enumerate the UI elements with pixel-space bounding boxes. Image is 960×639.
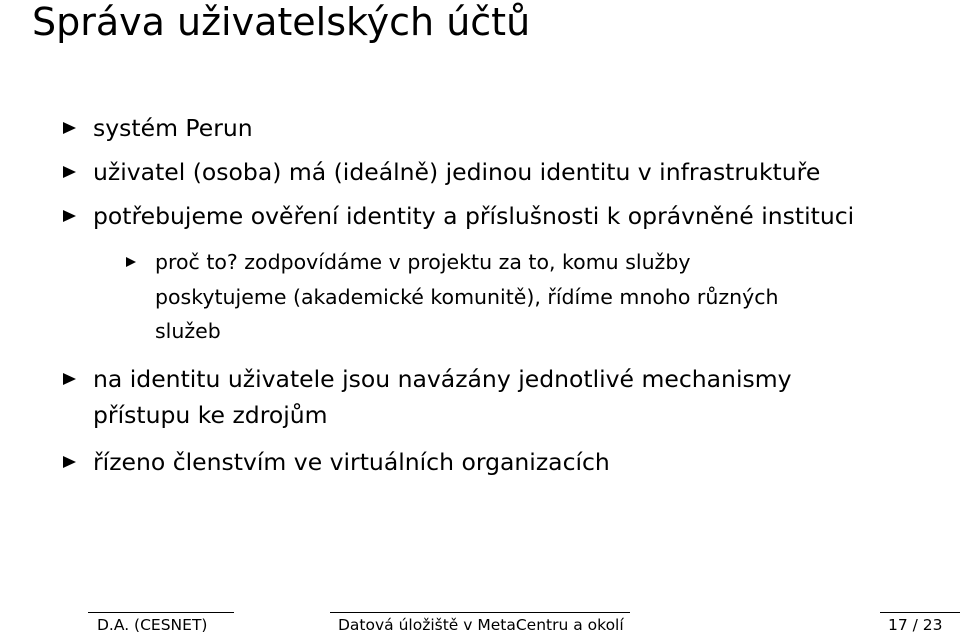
sub-bullet-text-line: služeb bbox=[155, 319, 221, 343]
triangle-sub-bullet-icon bbox=[126, 257, 136, 267]
footer-page-number: 17 / 23 bbox=[888, 616, 943, 634]
triangle-bullet-icon bbox=[63, 122, 76, 134]
bullet-text-line: přístupu ke zdrojům bbox=[93, 401, 328, 429]
triangle-bullet-icon bbox=[63, 166, 76, 178]
bullet-text-line: uživatel (osoba) má (ideálně) jedinou identitu v infrastruktuře bbox=[93, 158, 821, 186]
bullet-text-line: na identitu uživatele jsou navázány jednotlivé mechanismy bbox=[93, 365, 792, 393]
bullet-text-line: systém Perun bbox=[93, 114, 253, 142]
sub-bullet-text-line: poskytujeme (akademické komunitě), řídíme mnoho různých bbox=[155, 285, 779, 309]
triangle-bullet-icon bbox=[63, 373, 76, 385]
bullet-text-line: řízeno členstvím ve virtuálních organizacích bbox=[93, 448, 610, 476]
footer-talk-title: Datová úložiště v MetaCentru a okolí bbox=[338, 616, 624, 634]
triangle-bullet-icon bbox=[63, 456, 76, 468]
sub-bullet-text-line: proč to? zodpovídáme v projektu za to, komu služby bbox=[155, 250, 691, 274]
slide-title: Správa uživatelských účtů bbox=[32, 0, 531, 44]
footer-author: D.A. (CESNET) bbox=[97, 616, 208, 634]
triangle-bullet-icon bbox=[63, 210, 76, 222]
bullet-text-line: potřebujeme ověření identity a příslušnosti k oprávněné instituci bbox=[93, 202, 855, 230]
slide-footer bbox=[0, 612, 960, 639]
